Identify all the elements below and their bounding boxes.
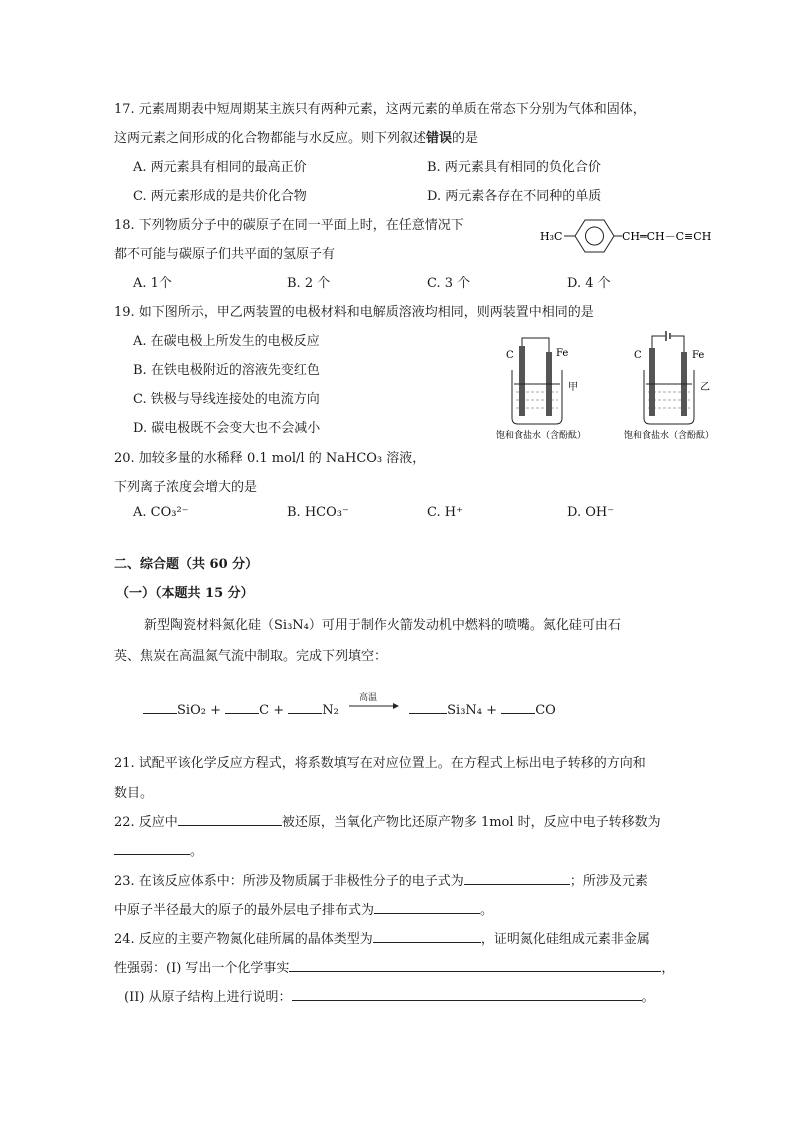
q18-stem-line1: 18. 下列物质分子中的碳原子在同一平面上时，在任意情况下: [114, 218, 464, 233]
coef-blank-co[interactable]: [501, 699, 535, 714]
q17-option-c: C. 两元素形成的是共价化合物: [133, 189, 307, 204]
q22-blank-electrons[interactable]: [114, 840, 190, 855]
q18-stem-line2: 都不可能与碳原子们共平面的氢原子有: [114, 247, 336, 262]
q24-line3: [124, 986, 655, 1005]
q24-text-a: 24. 反应的主要产物氮化硅所属的晶体类型为: [114, 932, 373, 947]
section-title: 二、综合题（共 60 分）: [114, 557, 259, 572]
q22-blank-reduced[interactable]: [178, 811, 282, 826]
q22-text-b: 被还原，当氧化产物比还原产物多 1mol 时，反应中电子转移数为: [281, 815, 661, 830]
q17-stem-line1: 17. 元素周期表中短周期某主族只有两种元素，这两元素的单质在常态下分别为气体和固体，: [114, 102, 646, 117]
q19-option-b: B. 在铁电极附近的溶液先变红色: [133, 363, 320, 378]
q23-end: 。: [480, 903, 494, 918]
q24-text-c: 性强弱：(I) 写出一个化学事实: [114, 961, 290, 976]
intro-line1: 新型陶瓷材料氮化硅（Si₃N₄）可用于制作火箭发动机中燃料的喷嘴。氮化硅可由石: [144, 618, 621, 633]
reaction-condition: 高温: [359, 693, 378, 703]
formula-n2: N₂: [322, 703, 339, 718]
q22-line1: [114, 811, 661, 830]
coef-blank-n2[interactable]: [288, 699, 322, 714]
label-fe-yi: Fe: [692, 350, 705, 361]
q18-structure-diagram: [540, 214, 730, 258]
q17-option-a: A. 两元素具有相同的最高正价: [133, 160, 307, 175]
chemical-equation: [143, 693, 556, 718]
q19-electrolysis-figure: [494, 328, 734, 446]
apparatus-yi: [624, 331, 714, 441]
formula-co: CO: [535, 703, 556, 718]
q17-option-d: D. 两元素各存在不同种的单质: [427, 189, 602, 204]
q24-blank-structure[interactable]: [292, 986, 642, 1001]
label-c-jia: C: [506, 350, 514, 361]
benzene-aromatic-circle: [586, 227, 604, 245]
methyl-group-label: H₃C: [540, 230, 563, 243]
q23-text-a: 23. 在该反应体系中：所涉及物质属于非极性分子的电子式为: [114, 874, 464, 889]
carbon-electrode-jia: [519, 346, 525, 416]
coef-blank-c[interactable]: [225, 699, 259, 714]
wire-yi-right: [671, 336, 684, 352]
plus-sign: +: [273, 703, 285, 718]
q23-text-c: 中原子半径最大的原子的最外层电子排布式为: [114, 903, 375, 918]
q20-stem-line2: 下列离子浓度会增大的是: [114, 480, 258, 495]
q21-line2: 数目。: [114, 786, 154, 801]
q23-line2: [114, 899, 493, 918]
q20-option-a: A. CO₃²⁻: [133, 505, 189, 520]
q24-text-b: ，证明氮化硅组成元素非金属: [480, 932, 650, 947]
benzene-ring: [575, 220, 614, 252]
subsection-title: （一）（本题共 15 分）: [116, 586, 254, 601]
q22-text-a: 22. 反应中: [114, 815, 178, 830]
q24-d-end: 。: [641, 990, 655, 1005]
q19-option-c: C. 铁极与导线连接处的电流方向: [133, 392, 320, 407]
plus-sign: +: [210, 703, 221, 718]
q19-option-d: D. 碳电极既不会变大也不会减小: [133, 421, 321, 436]
caption-yi: 饱和食盐水（含酚酞）: [624, 431, 715, 441]
q24-line1: [114, 928, 650, 947]
label-fe-jia: Fe: [556, 348, 569, 359]
q18-option-d: D. 4 个: [567, 276, 611, 291]
formula-c: C: [259, 703, 270, 718]
q21-line1: 21. 试配平该化学反应方程式，将系数填写在对应位置上。在方程式上标出电子转移的方向和: [114, 756, 646, 771]
wire-yi-left: [652, 336, 665, 348]
label-c-yi: C: [634, 350, 642, 361]
q23-blank-electron-formula[interactable]: [464, 870, 570, 885]
reaction-arrow: [349, 693, 399, 714]
enyne-chain-label: CH═CH－C≡CH: [622, 230, 712, 243]
q24-blank-fact[interactable]: [289, 957, 661, 972]
q19-option-a: A. 在碳电极上所发生的电极反应: [133, 334, 320, 349]
q24-line2: [114, 957, 674, 976]
label-jia: 甲: [568, 382, 578, 393]
q22-end: 。: [190, 844, 204, 859]
q20-stem-line1: 20. 加较多量的水稀释 0.1 mol/l 的 NaHCO₃ 溶液，: [114, 451, 426, 466]
wire-jia: [522, 338, 549, 352]
plus-sign: +: [486, 703, 498, 718]
arrow-icon: [349, 700, 399, 714]
formula-sio2: SiO₂: [177, 703, 206, 718]
q24-blank-crystal[interactable]: [373, 928, 481, 943]
carbon-electrode-yi: [649, 348, 655, 416]
q18-option-a: A. 1个: [133, 276, 172, 291]
q23-blank-config[interactable]: [374, 899, 480, 914]
apparatus-jia: [496, 338, 586, 441]
q24-text-d: (II) 从原子结构上进行说明：: [124, 990, 292, 1005]
q22-line2: [114, 840, 203, 859]
intro-line2: 英、焦炭在高温氮气流中制取。完成下列填空：: [114, 649, 388, 664]
q18-option-b: B. 2 个: [287, 276, 331, 291]
q24-c-end: ，: [661, 961, 675, 976]
q17-stem-end: 的是: [452, 131, 479, 146]
q17-stem-line2: [114, 127, 478, 146]
q20-option-d: D. OH⁻: [567, 505, 615, 520]
coef-blank-si3n4[interactable]: [409, 699, 447, 714]
q17-option-b: B. 两元素具有相同的负化合价: [427, 160, 601, 175]
q20-option-c: C. H⁺: [427, 505, 463, 520]
q19-stem: 19. 如下图所示，甲乙两装置的电极材料和电解质溶液均相同，则两装置中相同的是: [114, 305, 594, 320]
formula-si3n4: Si₃N₄: [447, 703, 483, 718]
coef-blank-sio2[interactable]: [143, 699, 177, 714]
q23-text-b: ；所涉及元素: [569, 874, 648, 889]
q20-option-b: B. HCO₃⁻: [287, 505, 349, 520]
q23-line1: [114, 870, 648, 889]
q17-emphasis: 错误: [426, 131, 453, 146]
q17-stem-text: 这两元素之间形成的化合物都能与水反应。则下列叙述: [114, 131, 427, 146]
q18-option-c: C. 3 个: [427, 276, 471, 291]
label-yi: 乙: [700, 382, 710, 393]
caption-jia: 饱和食盐水（含酚酞）: [496, 431, 587, 441]
